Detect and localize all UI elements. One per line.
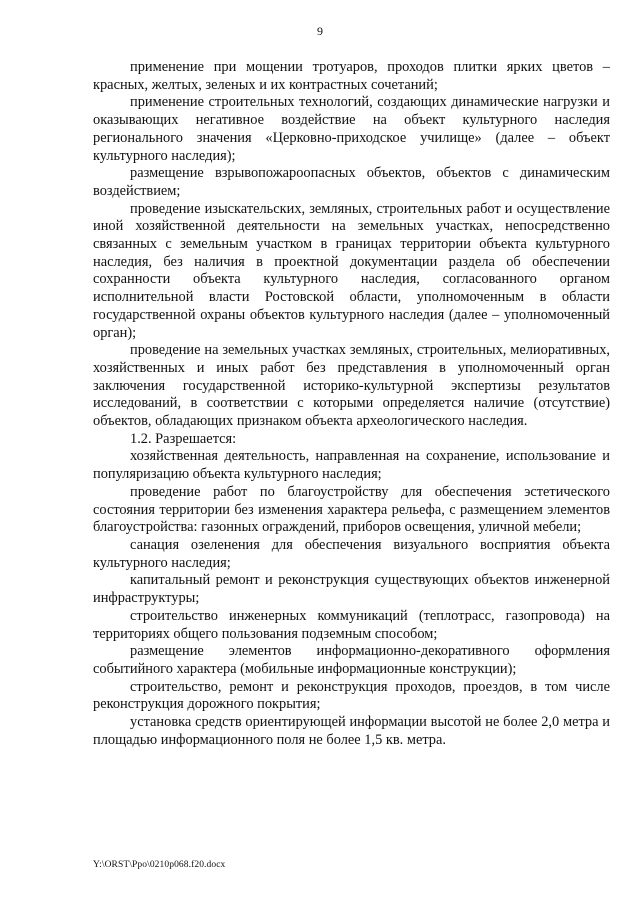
paragraph: размещение взрывопожароопасных объектов, объектов с динамическим воздействием;: [93, 165, 610, 199]
section-heading: 1.2. Разрешается:: [130, 430, 237, 447]
paragraph: проведение изыскательских, земляных, строительных работ и осуществление иной хозяйственной деятельности на земельных участках, непосредственно связанных с земельным участком в границах территории объекта культурного наследия, без наличия в проектной документации раздела об обеспечении сохранности объекта культурного наследия, согласованного органом исполнительной власти Ростовской области, уполномоченным в области государственной охраны объектов культурного наследия (далее – уполномоченный орган);: [93, 200, 610, 341]
paragraph: санация озеленения для обеспечения визуального восприятия объекта культурного наследия;: [93, 536, 610, 571]
paragraph: хозяйственная деятельность, направленная на сохранение, использование и популяризацию объекта культурного наследия;: [93, 448, 610, 483]
footer-filepath: Y:\ORST\Ppo\0210p068.f20.docx: [93, 860, 226, 870]
paragraph: капитальный ремонт и реконструкция существующих объектов инженерной инфраструктуры;: [93, 572, 610, 607]
paragraph: применение строительных технологий, создающих динамические нагрузки и оказывающих негативное воздействие на объект культурного наследия регионального значения «Церковно-приходское училище» (далее – объект культурного наследия);: [93, 94, 610, 164]
document-body: [93, 59, 610, 749]
paragraph: применение при мощении тротуаров, проходов плитки ярких цветов – красных, желтых, зеленых и их контрастных сочетаний;: [93, 59, 610, 93]
paragraph: строительство инженерных коммуникаций (теплотрасс, газопровода) на территориях общего пользования подземным способом;: [93, 607, 610, 642]
paragraph: проведение работ по благоустройству для обеспечения эстетического состояния территории без изменения характера рельефа, с размещением элементов благоустройства: газонных ограждений, приборов освещения, уличной мебели;: [93, 483, 610, 536]
paragraph: строительство, ремонт и реконструкция проходов, проездов, в том числе реконструкция дорожного покрытия;: [93, 678, 610, 713]
paragraph: размещение элементов информационно-декоративного оформления событийного характера (мобильные информационные конструкции);: [93, 643, 610, 677]
paragraph: установка средств ориентирующей информации высотой не более 2,0 метра и площадью информационного поля не более 1,5 кв. метра.: [93, 714, 610, 748]
page-number: 9: [317, 24, 323, 38]
paragraph: проведение на земельных участках земляных, строительных, мелиоративных, хозяйственных и иных работ без представления в уполномоченный орган заключения государственной историко-культурной экспертизы результатов исследований, в соответствии с которыми определяется наличие (отсутствие) объектов, обладающих признаком объекта археологического наследия.: [93, 342, 610, 430]
